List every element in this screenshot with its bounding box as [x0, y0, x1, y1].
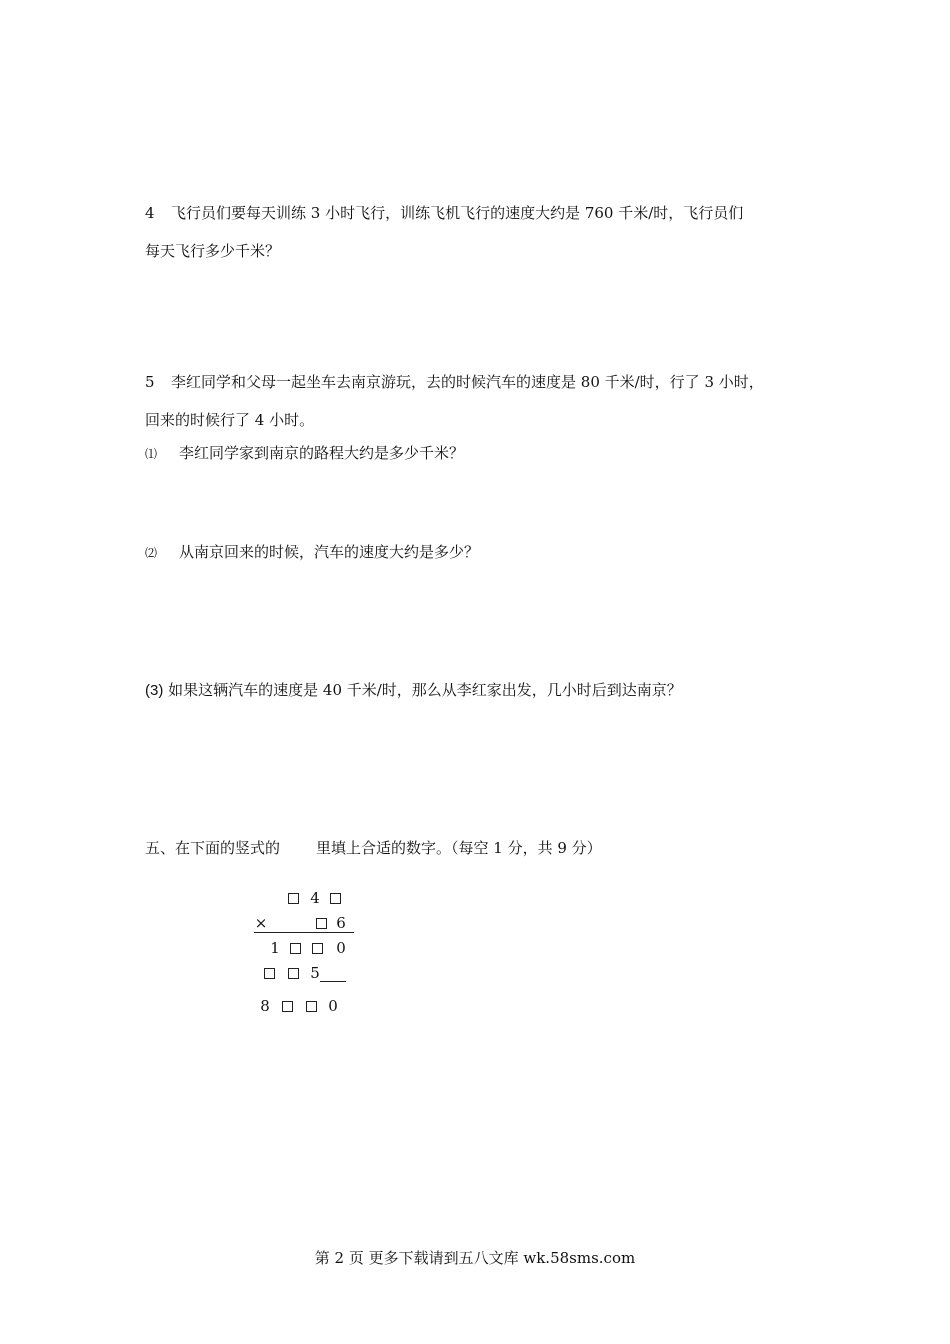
digit: 6	[336, 914, 346, 932]
digit: 1	[270, 939, 280, 957]
q5-sub2-text: 从南京回来的时候，汽车的速度大约是多少？	[179, 543, 480, 561]
q5-text-1: 李红同学和父母一起坐车去南京游玩，去的时候汽车的速度是 80 千米/时，行了 3 小时，	[171, 373, 764, 391]
q5-sub3	[145, 680, 682, 701]
q5-sub2	[145, 542, 479, 563]
q4-line1	[145, 203, 743, 223]
times-sign: ×	[254, 914, 268, 932]
page-footer: 第 2 页 更多下载请到五八文库 wk.58sms.com	[314, 1249, 636, 1267]
digit: 0	[328, 997, 338, 1015]
digit: 0	[336, 939, 346, 957]
blank-box[interactable]	[310, 939, 324, 957]
underline	[320, 981, 346, 982]
q5-sub2-number: ⑵	[145, 546, 158, 560]
blank-box[interactable]	[280, 997, 294, 1015]
blank-box[interactable]	[304, 997, 318, 1015]
blank-box[interactable]	[286, 964, 300, 982]
q4-text-1: 飞行员们要每天训练 3 小时飞行，训练飞机飞行的速度大约是 760 千米/时，飞行员们	[171, 204, 744, 222]
q5-line1	[145, 372, 764, 392]
q5-sub3-text: 如果这辆汽车的速度是 40 千米/时，那么从李红家出发，几小时后到达南京？	[168, 681, 682, 699]
digit: 8	[260, 997, 270, 1015]
blank-box[interactable]	[286, 889, 300, 907]
blank-box[interactable]	[314, 914, 328, 932]
q5-line2: 回来的时候行了 4 小时。	[145, 411, 315, 429]
section5-title-part1: 五、在下面的竖式的	[145, 839, 281, 857]
section5-title	[145, 838, 602, 858]
blank-box[interactable]	[288, 939, 302, 957]
q5-sub1-text: 李红同学家到南京的路程大约是多少千米？	[179, 444, 465, 462]
blank-box[interactable]	[262, 964, 276, 982]
q5-sub3-number: (3)	[145, 682, 164, 699]
digit: 4	[310, 889, 320, 907]
underline	[254, 932, 354, 933]
q5-sub1-number: ⑴	[145, 447, 158, 461]
q5-number: 5	[145, 373, 155, 391]
blank-box[interactable]	[328, 889, 342, 907]
digit: 5	[310, 964, 320, 982]
q4-line2: 每天飞行多少千米？	[145, 242, 281, 260]
q4-number: 4	[145, 204, 155, 222]
section5-title-part2: 里填上合适的数字。（每空 1 分，共 9 分）	[316, 839, 602, 857]
q5-sub1	[145, 443, 464, 464]
